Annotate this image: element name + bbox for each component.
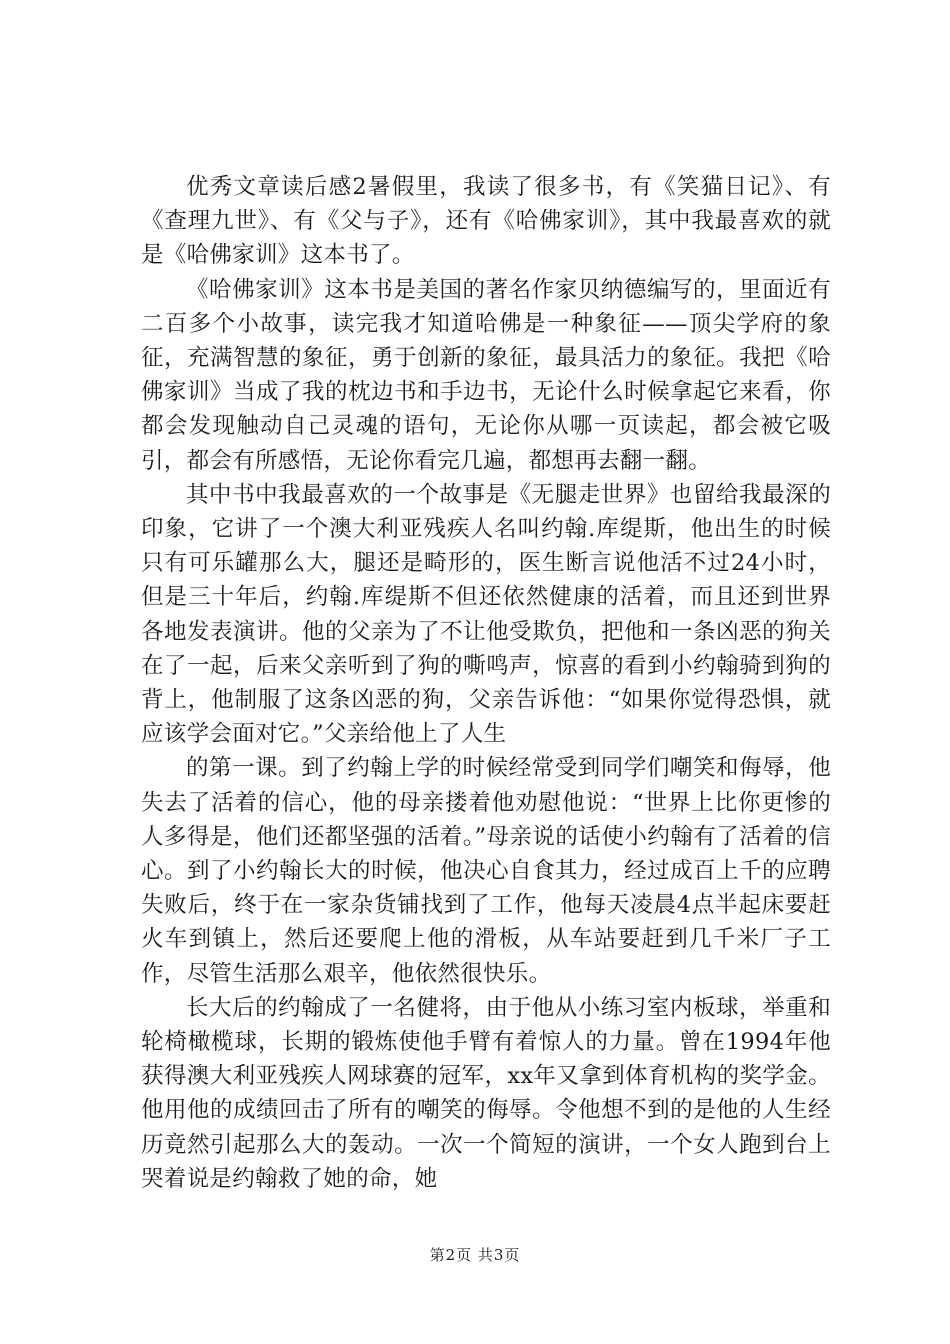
paragraph-5: 长大后的约翰成了一名健将，由于他从小练习室内板球，举重和轮椅橄榄球，长期的锻炼使他手臂有着惊人的力量。曾在1994年他获得澳大利亚残疾人网球赛的冠军，xx年又拿到体育机构的奖学金。他用他的成绩回击了所有的嘲笑的侮辱。令他想不到的是他的人生经历竟然引起那么大的轰动。一次一个简短的演讲，一个女人跑到台上哭着说是约翰救了她的命，她 [141, 994, 831, 1192]
page-number-footer: 第2页 共3页 [429, 1246, 521, 1264]
paragraph-2: 《哈佛家训》这本书是美国的著名作家贝纳德编写的，里面近有二百多个小故事，读完我才知道哈佛是一种象征——顶尖学府的象征，充满智慧的象征，勇于创新的象征，最具活力的象征。我把《哈佛家训》当成了我的枕边书和手边书，无论什么时候拿起它来看，你都会发现触动自己灵魂的语句，无论你从哪一页读起，都会被它吸引，都会有所感悟，无论你看完几遍，都想再去翻一翻。 [141, 276, 831, 474]
paragraph-1: 优秀文章读后感2暑假里，我读了很多书，有《笑猫日记》、有《查理九世》、有《父与子》，还有《哈佛家训》，其中我最喜欢的就是《哈佛家训》这本书了。 [141, 174, 831, 269]
article-body [141, 170, 831, 1196]
paragraph-4: 的第一课。到了约翰上学的时候经常受到同学们嘲笑和侮辱，他失去了活着的信心，他的母亲搂着他劝慰他说：“世界上比你更惨的人多得是，他们还都坚强的活着。”母亲说的话使小约翰有了活着的信心。到了小约翰长大的时候，他决心自食其力，经过成百上千的应聘失败后，终于在一家杂货铺找到了工作，他每天凌晨4点半起床要赶火车到镇上，然后还要爬上他的滑板，从车站要赶到几千米厂子工作，尽管生活那么艰辛，他依然很快乐。 [141, 755, 831, 987]
paragraph-3: 其中书中我最喜欢的一个故事是《无腿走世界》也留给我最深的印象，它讲了一个澳大利亚残疾人名叫约翰.库缇斯，他出生的时候只有可乐罐那么大，腿还是畸形的，医生断言说他活不过24小时，但是三十年后，约翰.库缇斯不但还依然健康的活着，而且还到世界各地发表演讲。他的父亲为了不让他受欺负，把他和一条凶恶的狗关在了一起，后来父亲听到了狗的嘶鸣声，惊喜的看到小约翰骑到狗的背上，他制服了这条凶恶的狗，父亲告诉他：“如果你觉得恐惧，就应该学会面对它。”父亲给他上了人生 [141, 481, 831, 748]
